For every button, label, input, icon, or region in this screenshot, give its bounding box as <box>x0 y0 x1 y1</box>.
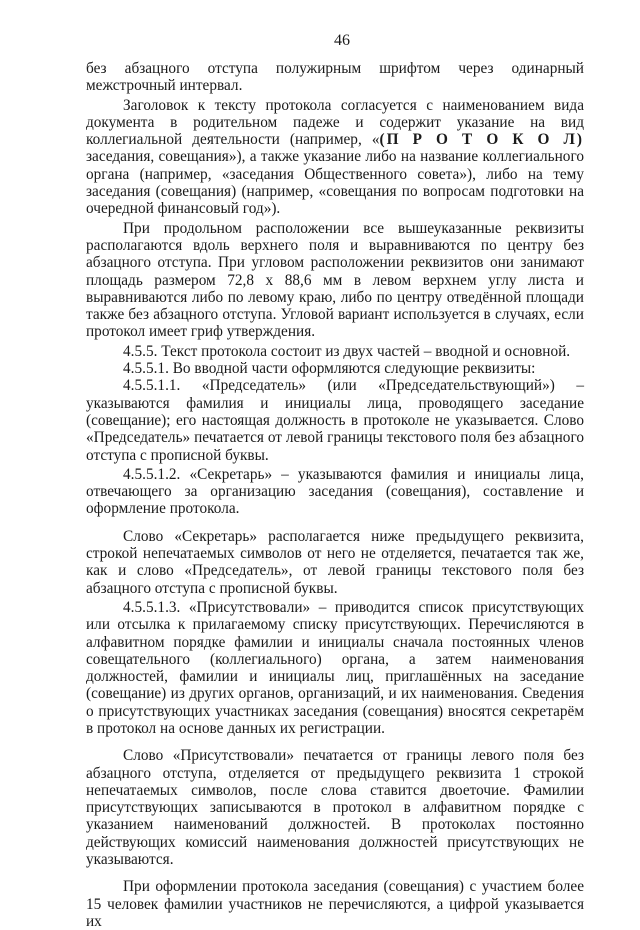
paragraph-section-4-5-5-1: 4.5.5.1. Во вводной части оформляются следующие реквизиты: <box>123 360 536 378</box>
page-number: 46 <box>334 32 350 49</box>
protocol-bold-word: (П Р О Т О К О Л) <box>379 131 584 149</box>
paragraph-chairman: 4.5.5.1.1. «Председатель» (или «Председательствующий») – указываются фамилия и инициалы лица, проводящего заседание (совещание); его настоящая должность в протоколе не указывается. Слово «Председатель» печатается от левой границы текстового поля без абзацного отступа с прописной буквы. <box>86 377 584 464</box>
paragraph-large-meeting: При оформлении протокола заседания (совещания) с участием более 15 человек фамилии участников не перечисляются, а цифрой указывается их <box>86 878 584 930</box>
paragraph-present-word: Слово «Присутствовали» печатается от границы левого поля без абзацного отступа, отделяется от предыдущего реквизита 1 строкой непечатаемых символов, после слова ставится двоеточие. Фамилии присутствующих записываются в протокол в алфавитном порядке с указанием наименований должностей. В протоколах постоянно действующих комиссий наименования должностей присутствующих не указываются. <box>86 747 584 869</box>
paragraph-text: заседания, совещания»), а также указание либо на название коллегиального органа (например, «заседания Общественного совета»), либо на тему заседания (совещания) (например, «совещания по вопросам подготовки на очередной финансовый год»). <box>86 148 584 218</box>
paragraph-text: Заголовок к тексту протокола согласуется с наименованием вида документа в родительном падеже и содержит указание на вид коллегиальной деятельности (например, « <box>86 96 584 149</box>
paragraph-secretary-word: Слово «Секретарь» располагается ниже предыдущего реквизита, строкой непечатаемых символов от него не отделяется, печатается так же, как и слово «Председатель», от левой границы текстового поля без абзацного отступа с прописной буквы. <box>86 527 584 597</box>
paragraph-layout-placement: При продольном расположении все вышеуказанные реквизиты располагаются вдоль верхнего поля и выравниваются по центру без абзацного отступа. При угловом расположении реквизитов они занимают площадь размером 72,8 х 88,6 мм в левом верхнем углу листа и выравниваются либо по левому краю, либо по центру отведённой площади также без абзацного отступа. Угловой вариант используется в случаях, если протокол имеет гриф утверждения. <box>86 219 584 341</box>
paragraph-section-4-5-5: 4.5.5. Текст протокола состоит из двух частей – вводной и основной. <box>123 342 571 360</box>
paragraph-continuation: без абзацного отступа полужирным шрифтом через одинарный межстрочный интервал. <box>86 60 584 95</box>
paragraph-present: 4.5.5.1.3. «Присутствовали» – приводится список присутствующих или отсылка к прилагаемому списку присутствующих. Перечисляются в алфавитном порядке фамилии и инициалы сначала постоянных членов совещательного (коллегиального) органа, а затем наименования должностей, фамилии и инициалы лиц, приглашённых на заседание (совещание) из других органов, организаций, и их наименования. Сведения о присутствующих участниках заседания (совещания) вносятся секретарём в протокол на основе данных их регистрации. <box>86 598 584 737</box>
paragraph-title-agreement <box>86 97 584 218</box>
paragraph-secretary: 4.5.5.1.2. «Секретарь» – указываются фамилия и инициалы лица, отвечающего за организацию заседания (совещания), составление и оформление протокола. <box>86 465 584 518</box>
